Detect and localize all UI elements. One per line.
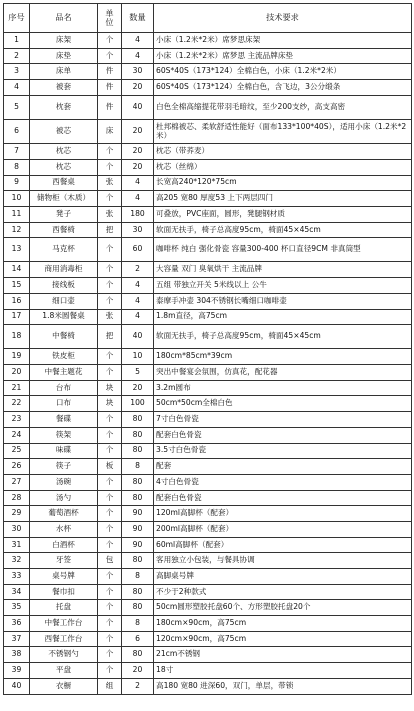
cell-name: 餐巾扣 [30, 584, 98, 600]
cell-no: 4 [4, 80, 30, 96]
cell-no: 17 [4, 309, 30, 325]
cell-unit: 把 [98, 222, 122, 238]
table-row [4, 647, 412, 663]
cell-qty: 80 [122, 490, 154, 506]
cell-unit: 块 [98, 380, 122, 396]
cell-name: 铁皮柜 [30, 349, 98, 365]
cell-unit: 件 [98, 80, 122, 96]
cell-qty: 4 [122, 175, 154, 191]
cell-unit: 个 [98, 238, 122, 262]
table-row [4, 175, 412, 191]
cell-no: 7 [4, 144, 30, 160]
cell-qty: 4 [122, 48, 154, 64]
cell-qty: 20 [122, 119, 154, 143]
cell-spec: 枕芯（带荞麦） [154, 144, 412, 160]
table-row [4, 678, 412, 694]
cell-name: 口布 [30, 396, 98, 412]
cell-qty: 80 [122, 647, 154, 663]
cell-spec: 60S*40S（173*124）全棉白色，含飞边，3公分缎条 [154, 80, 412, 96]
cell-unit: 把 [98, 325, 122, 349]
cell-no: 19 [4, 349, 30, 365]
cell-spec: 4寸白色骨瓷 [154, 474, 412, 490]
cell-qty: 90 [122, 506, 154, 522]
column-header-spec: 技术要求 [154, 4, 412, 33]
cell-unit: 包 [98, 553, 122, 569]
cell-spec: 3.5寸白色骨瓷 [154, 443, 412, 459]
cell-no: 24 [4, 427, 30, 443]
table-row [4, 159, 412, 175]
cell-spec: 不少于2种款式 [154, 584, 412, 600]
cell-unit: 个 [98, 616, 122, 632]
cell-name: 床垫 [30, 48, 98, 64]
cell-spec: 高205 宽80 厚度53 上下两层四门 [154, 191, 412, 207]
cell-name: 不锈钢勺 [30, 647, 98, 663]
cell-no: 40 [4, 678, 30, 694]
cell-qty: 2 [122, 262, 154, 278]
cell-qty: 80 [122, 553, 154, 569]
cell-no: 13 [4, 238, 30, 262]
column-header-unit: 单 位 [98, 4, 122, 33]
table-header [4, 4, 412, 33]
cell-unit: 张 [98, 175, 122, 191]
table-row [4, 584, 412, 600]
cell-no: 16 [4, 293, 30, 309]
cell-spec: 1.8m直径，高75cm [154, 309, 412, 325]
cell-unit: 个 [98, 48, 122, 64]
column-header-qty: 数量 [122, 4, 154, 33]
cell-name: 接线板 [30, 278, 98, 294]
cell-unit: 个 [98, 443, 122, 459]
cell-qty: 4 [122, 293, 154, 309]
cell-spec: 180cm×90cm，高75cm [154, 616, 412, 632]
cell-unit: 个 [98, 647, 122, 663]
cell-qty: 80 [122, 427, 154, 443]
cell-spec: 200ml高脚杯（配套） [154, 521, 412, 537]
cell-qty: 4 [122, 309, 154, 325]
cell-qty: 80 [122, 412, 154, 428]
cell-no: 14 [4, 262, 30, 278]
table-row [4, 521, 412, 537]
cell-no: 9 [4, 175, 30, 191]
cell-qty: 80 [122, 600, 154, 616]
cell-no: 38 [4, 647, 30, 663]
cell-spec: 120ml高脚杯（配套） [154, 506, 412, 522]
cell-unit: 个 [98, 663, 122, 679]
cell-spec: 50cm圆形塑胶托盘60个、方形塑胶托盘20个 [154, 600, 412, 616]
cell-name: 床单 [30, 64, 98, 80]
cell-unit: 个 [98, 144, 122, 160]
cell-qty: 20 [122, 159, 154, 175]
cell-unit: 个 [98, 412, 122, 428]
cell-unit: 个 [98, 349, 122, 365]
cell-name: 被芯 [30, 119, 98, 143]
cell-name: 味碟 [30, 443, 98, 459]
table-row [4, 365, 412, 381]
table-row [4, 238, 412, 262]
table-body [4, 33, 412, 695]
cell-unit: 个 [98, 584, 122, 600]
cell-name: 台布 [30, 380, 98, 396]
table-row [4, 64, 412, 80]
cell-no: 37 [4, 631, 30, 647]
cell-no: 26 [4, 459, 30, 475]
cell-no: 10 [4, 191, 30, 207]
cell-spec: 7寸白色骨瓷 [154, 412, 412, 428]
cell-no: 27 [4, 474, 30, 490]
table-row [4, 95, 412, 119]
cell-unit: 个 [98, 631, 122, 647]
cell-no: 3 [4, 64, 30, 80]
cell-unit: 组 [98, 678, 122, 694]
cell-qty: 6 [122, 631, 154, 647]
table-row [4, 278, 412, 294]
cell-no: 6 [4, 119, 30, 143]
cell-name: 1.8米圆餐桌 [30, 309, 98, 325]
table-row [4, 459, 412, 475]
cell-no: 29 [4, 506, 30, 522]
table-row [4, 48, 412, 64]
cell-qty: 100 [122, 396, 154, 412]
cell-name: 白酒杯 [30, 537, 98, 553]
cell-name: 枕芯 [30, 159, 98, 175]
cell-no: 11 [4, 206, 30, 222]
cell-unit: 个 [98, 159, 122, 175]
cell-name: 中餐工作台 [30, 616, 98, 632]
table-row [4, 349, 412, 365]
cell-qty: 30 [122, 222, 154, 238]
cell-unit: 件 [98, 64, 122, 80]
cell-no: 34 [4, 584, 30, 600]
cell-qty: 20 [122, 80, 154, 96]
table-row [4, 325, 412, 349]
cell-qty: 90 [122, 521, 154, 537]
cell-spec: 小床（1.2米*2米）席梦思床架 [154, 33, 412, 49]
table-row [4, 119, 412, 143]
cell-unit: 床 [98, 119, 122, 143]
cell-qty: 80 [122, 584, 154, 600]
cell-name: 中餐主题花 [30, 365, 98, 381]
table-row [4, 553, 412, 569]
cell-name: 托盘 [30, 600, 98, 616]
cell-spec: 白色全棉高缩提花带羽毛暗纹，至少200支纱，高支高密 [154, 95, 412, 119]
cell-spec: 可叠放，PVC座面，圆形，凳腿钢材质 [154, 206, 412, 222]
cell-no: 22 [4, 396, 30, 412]
cell-spec: 小床（1.2米*2米）席梦思 主流品牌床垫 [154, 48, 412, 64]
cell-name: 筷子 [30, 459, 98, 475]
cell-spec: 配套白色骨瓷 [154, 427, 412, 443]
equipment-table [3, 3, 412, 695]
cell-name: 储物柜（木质） [30, 191, 98, 207]
cell-qty: 40 [122, 95, 154, 119]
cell-qty: 4 [122, 33, 154, 49]
cell-unit: 个 [98, 262, 122, 278]
cell-name: 牙签 [30, 553, 98, 569]
cell-no: 30 [4, 521, 30, 537]
cell-no: 28 [4, 490, 30, 506]
cell-name: 平盘 [30, 663, 98, 679]
cell-qty: 60 [122, 238, 154, 262]
cell-spec: 18寸 [154, 663, 412, 679]
cell-spec: 长宽高240*120*75cm [154, 175, 412, 191]
cell-name: 床架 [30, 33, 98, 49]
cell-spec: 软面无扶手，椅子总高度95cm，椅面45×45cm [154, 222, 412, 238]
cell-no: 35 [4, 600, 30, 616]
table-row [4, 309, 412, 325]
cell-qty: 8 [122, 569, 154, 585]
cell-spec: 配套白色骨瓷 [154, 490, 412, 506]
cell-qty: 180 [122, 206, 154, 222]
cell-no: 15 [4, 278, 30, 294]
table-row [4, 262, 412, 278]
table-row [4, 396, 412, 412]
cell-qty: 80 [122, 443, 154, 459]
table-row [4, 222, 412, 238]
cell-qty: 8 [122, 616, 154, 632]
cell-unit: 个 [98, 490, 122, 506]
cell-name: 桌号牌 [30, 569, 98, 585]
cell-qty: 4 [122, 191, 154, 207]
cell-name: 汤碗 [30, 474, 98, 490]
table-row [4, 206, 412, 222]
cell-unit: 张 [98, 206, 122, 222]
cell-spec: 泰摩手冲壶 304不锈钢长嘴细口咖啡壶 [154, 293, 412, 309]
cell-unit: 板 [98, 459, 122, 475]
table-row [4, 293, 412, 309]
cell-name: 凳子 [30, 206, 98, 222]
cell-no: 31 [4, 537, 30, 553]
cell-qty: 20 [122, 144, 154, 160]
cell-name: 枕套 [30, 95, 98, 119]
cell-no: 21 [4, 380, 30, 396]
cell-no: 32 [4, 553, 30, 569]
cell-name: 西餐工作台 [30, 631, 98, 647]
cell-unit: 个 [98, 537, 122, 553]
cell-unit: 个 [98, 278, 122, 294]
cell-spec: 软面无扶手，椅子总高度95cm，椅面45×45cm [154, 325, 412, 349]
cell-unit: 个 [98, 293, 122, 309]
cell-unit: 个 [98, 33, 122, 49]
cell-name: 葡萄酒杯 [30, 506, 98, 522]
cell-qty: 2 [122, 678, 154, 694]
cell-unit: 个 [98, 365, 122, 381]
cell-spec: 60S*40S（173*124）全棉白色，小床（1.2米*2米） [154, 64, 412, 80]
cell-no: 33 [4, 569, 30, 585]
cell-name: 餐碟 [30, 412, 98, 428]
cell-spec: 枕芯（丝绵） [154, 159, 412, 175]
table-row [4, 380, 412, 396]
cell-name: 细口壶 [30, 293, 98, 309]
table-row [4, 191, 412, 207]
cell-name: 汤勺 [30, 490, 98, 506]
cell-no: 8 [4, 159, 30, 175]
table-row [4, 412, 412, 428]
cell-unit: 张 [98, 309, 122, 325]
cell-spec: 大容量 双门 臭氧烘干 主流品牌 [154, 262, 412, 278]
cell-spec: 五组 带独立开关 5米线以上 公牛 [154, 278, 412, 294]
cell-spec: 50cm*50cm全棉白色 [154, 396, 412, 412]
cell-name: 西餐桌 [30, 175, 98, 191]
cell-unit: 个 [98, 191, 122, 207]
table-row [4, 616, 412, 632]
cell-no: 39 [4, 663, 30, 679]
cell-name: 中餐椅 [30, 325, 98, 349]
table-row [4, 144, 412, 160]
cell-no: 23 [4, 412, 30, 428]
cell-no: 5 [4, 95, 30, 119]
table-row [4, 600, 412, 616]
cell-name: 西餐椅 [30, 222, 98, 238]
cell-no: 25 [4, 443, 30, 459]
table-row [4, 569, 412, 585]
cell-unit: 个 [98, 427, 122, 443]
header-row [4, 4, 412, 33]
cell-spec: 3.2m圆布 [154, 380, 412, 396]
cell-qty: 30 [122, 64, 154, 80]
cell-no: 20 [4, 365, 30, 381]
table-row [4, 631, 412, 647]
cell-qty: 90 [122, 537, 154, 553]
cell-qty: 5 [122, 365, 154, 381]
cell-name: 马克杯 [30, 238, 98, 262]
column-header-no: 序号 [4, 4, 30, 33]
cell-unit: 个 [98, 521, 122, 537]
cell-qty: 8 [122, 459, 154, 475]
table-row [4, 427, 412, 443]
cell-name: 衣橱 [30, 678, 98, 694]
cell-spec: 高180 宽80 进深60，双门，单层，带锁 [154, 678, 412, 694]
cell-spec: 突出中餐宴会氛围，仿真花，配花器 [154, 365, 412, 381]
table-row [4, 663, 412, 679]
cell-name: 筷架 [30, 427, 98, 443]
cell-qty: 4 [122, 278, 154, 294]
table-row [4, 537, 412, 553]
cell-unit: 个 [98, 506, 122, 522]
cell-spec: 21cm不锈钢 [154, 647, 412, 663]
table-row [4, 443, 412, 459]
cell-unit: 个 [98, 600, 122, 616]
table-row [4, 80, 412, 96]
cell-unit: 件 [98, 95, 122, 119]
cell-spec: 高脚桌号牌 [154, 569, 412, 585]
cell-qty: 80 [122, 474, 154, 490]
cell-unit: 块 [98, 396, 122, 412]
cell-name: 被套 [30, 80, 98, 96]
cell-no: 2 [4, 48, 30, 64]
cell-name: 水杯 [30, 521, 98, 537]
table-row [4, 506, 412, 522]
cell-spec: 120cm×90cm，高75cm [154, 631, 412, 647]
cell-spec: 杜邦棉被芯、柔软舒适性能好（面布133*100*40S），适用小床（1.2米*2米） [154, 119, 412, 143]
cell-qty: 40 [122, 325, 154, 349]
cell-no: 36 [4, 616, 30, 632]
column-header-name: 品名 [30, 4, 98, 33]
table-row [4, 474, 412, 490]
cell-name: 枕芯 [30, 144, 98, 160]
cell-no: 1 [4, 33, 30, 49]
cell-spec: 60ml高脚杯（配套） [154, 537, 412, 553]
table-row [4, 33, 412, 49]
cell-qty: 20 [122, 380, 154, 396]
cell-no: 12 [4, 222, 30, 238]
cell-unit: 个 [98, 569, 122, 585]
table-row [4, 490, 412, 506]
cell-unit: 个 [98, 474, 122, 490]
cell-spec: 180cm*85cm*39cm [154, 349, 412, 365]
cell-qty: 10 [122, 349, 154, 365]
cell-no: 18 [4, 325, 30, 349]
cell-spec: 配套 [154, 459, 412, 475]
cell-qty: 20 [122, 663, 154, 679]
cell-spec: 咖啡杯 纯白 强化骨瓷 容量300-400 杯口直径9CM 非真筒型 [154, 238, 412, 262]
cell-name: 商用消毒柜 [30, 262, 98, 278]
cell-spec: 客用独立小包装，与餐具协调 [154, 553, 412, 569]
